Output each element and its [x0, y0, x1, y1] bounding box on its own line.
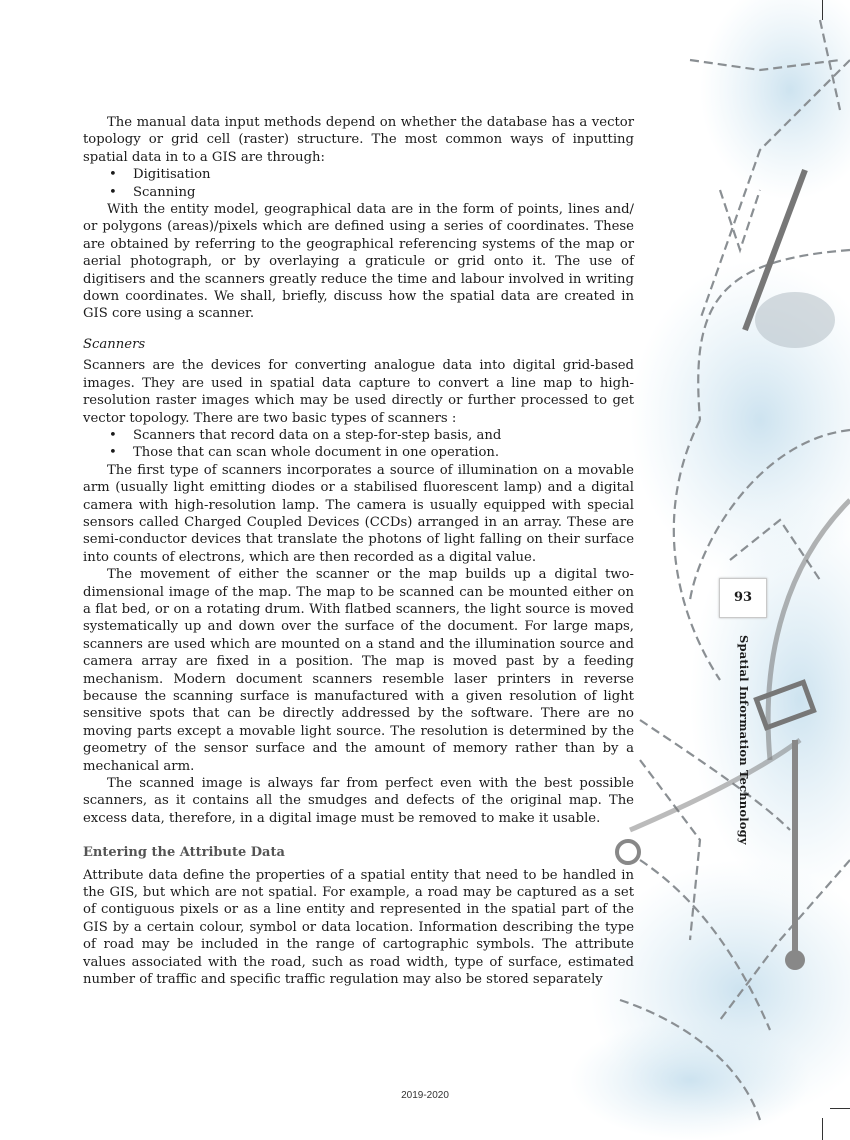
list-item: • Digitisation [83, 166, 634, 183]
main-text-column [83, 114, 634, 989]
page-footer: 2019-2020 [401, 1090, 449, 1101]
scanners-paragraph-3: The movement of either the scanner or the map builds up a digital two-dimensional image of the map. The map to be scanned can be mounted either on a flat bed, or on a rotating drum. With flatbed scanners, the light source is moved systematically up and down over the surface of the document. For large maps, scanners are used which are mounted on a stand and the illumination source and camera array are fixed in a position. The map is moved past by a feeding mechanism. Modern document scanners resemble laser printers in reverse because the scanning surface is manufactured with a given resolution of light sensitive spots that can be directly addressed by the software. There are no moving parts except a movable light source. The resolution is determined by the geometry of the sensor surface and the amount of memory rather than by a mechanical arm. [83, 567, 634, 774]
page-number: 93 [719, 578, 767, 618]
scanner-types-list [83, 427, 634, 462]
scanners-heading: Scanners [83, 336, 146, 352]
running-title: Spatial Information Technology [737, 635, 751, 845]
scanners-intro-paragraph: Scanners are the devices for converting analogue data into digital grid-based images. They are used in spatial data capture to convert a line map to high-resolution raster images which may be used directly or further processed to get vector topology. There are two basic types of scanners : [83, 358, 634, 426]
scanners-paragraph-4: The scanned image is always far from perfect even with the best possible scanners, as it contains all the smudges and defects of the original map. The excess data, therefore, in a digital image must be removed to make it usable. [83, 776, 634, 826]
list-item: • Those that can scan whole document in one operation. [83, 444, 634, 461]
intro-paragraph: The manual data input methods depend on whether the database has a vector topology or grid cell (raster) structure. The most common ways of inputting spatial data in to a GIS are through: [83, 115, 634, 165]
attribute-data-paragraph: Attribute data define the properties of a spatial entity that need to be handled in the GIS, but which are not spatial. For example, a road may be captured as a set of contiguous pixels or as a line entity and represented in the spatial part of the GIS by a certain colour, symbol or data location. Information describing the type of road may be included in the range of cartographic symbols. The attribute values associated with the road, such as road width, type of surface, estimated number of traffic and specific traffic regulation may also be stored separately [83, 867, 634, 988]
list-item: • Scanning [83, 184, 634, 201]
scanners-paragraph-2: The first type of scanners incorporates a source of illumination on a movable arm (usually light emitting diodes or a stabilised fluorescent lamp) and a digital camera with high-resolution lamp. The camera is usually equipped with special sensors called Charged Coupled Devices (CCDs) arranged in an array. These are semi-conductor devices that translate the photons of light falling on their surface into counts of electrons, which are then recorded as a digital value. [83, 462, 634, 565]
input-methods-list [83, 166, 634, 201]
entity-model-paragraph: With the entity model, geographical data are in the form of points, lines and/ or polygons (areas)/pixels which are defined using a series of coordinates. These are obtained by referring to the geographical referencing systems of the map or aerial photograph, or by overlaying a graticule or grid onto it. The use of digitisers and the scanners greatly reduce the time and labour involved in writing down coordinates. We shall, briefly, discuss how the spatial data are created in GIS core using a scanner. [83, 202, 634, 322]
list-item: • Scanners that record data on a step-for-step basis, and [83, 427, 634, 444]
attribute-data-heading: Entering the Attribute Data [83, 845, 285, 861]
